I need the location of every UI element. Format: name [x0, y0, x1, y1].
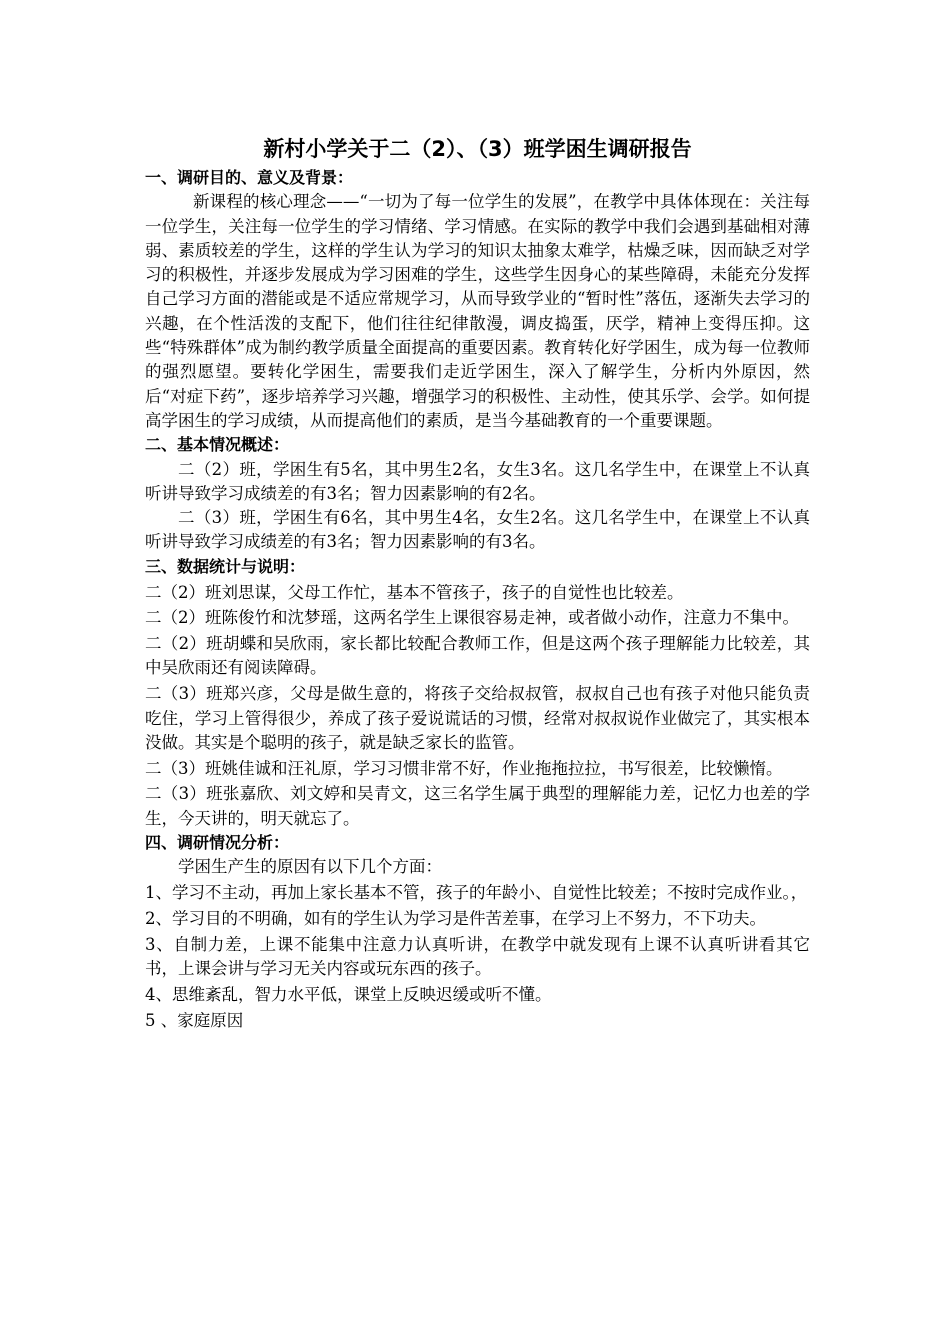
document-page [145, 130, 810, 1033]
paragraph-class-3: 二（3）班，学困生有6名，其中男生4名，女生2名。这几名学生中，在课堂上不认真听讲导致学习成绩差的有3名；智力因素影响的有3名。 [145, 508, 810, 552]
section-heading-statistics: 三、数据统计与说明： [145, 556, 306, 576]
stat-item: 二（2）班刘思谋，父母工作忙，基本不管孩子，孩子的自觉性也比较差。 [145, 582, 684, 602]
analysis-intro: 学困生产生的原因有以下几个方面： [178, 857, 442, 877]
stat-item: 二（2）班胡蝶和吴欣雨，家长都比较配合教师工作，但是这两个孩子理解能力比较差，其中吴欣雨还有阅读障碍。 [145, 634, 810, 678]
analysis-item: 4、思维紊乱，智力水平低，课堂上反映迟缓或听不懂。 [145, 984, 552, 1004]
report-title: 新村小学关于二（2）、（3）班学困生调研报告 [263, 137, 692, 161]
analysis-item: 1、学习不主动，再加上家长基本不管，孩子的年龄小、自觉性比较差；不按时完成作业。， [145, 883, 808, 903]
section-heading-purpose: 一、调研目的、意义及背景： [145, 168, 354, 187]
stat-item: 二（3）班张嘉欣、刘文婷和吴青文，这三名学生属于典型的理解能力差，记忆力也差的学生，今天讲的，明天就忘了。 [145, 784, 810, 828]
stat-item: 二（3）班姚佳诚和汪礼原，学习习惯非常不好，作业拖拖拉拉，书写很差，比较懒惰。 [145, 758, 783, 778]
stat-item: 二（2）班陈俊竹和沈梦瑶，这两名学生上课很容易走神，或者做小动作，注意力不集中。 [145, 608, 799, 628]
paragraph-purpose: 新课程的核心理念——“一切为了每一位学生的发展”，在教学中具体体现在：关注每一位学生，关注每一位学生的学习情绪、学习情感。在实际的教学中我们会遇到基础相对薄弱、素质较差的学生，这样的学生认为学习的知识太抽象太难学，枯燥乏味，因而缺乏对学习的积极性，并逐步发展成为学习困难的学生，这些学生因身心的某些障碍，未能充分发挥自己学习方面的潜能或是不适应常规学习，从而导致学业的“暂时性”落伍，逐渐失去学习的兴趣，在个性活泼的支配下，他们往往纪律散漫，调皮捣蛋，厌学，精神上变得压抑。这些“特殊群体”成为制约教学质量全面提高的重要因素。教育转化好学困生，成为每一位教师的强烈愿望。要转化学困生，需要我们走近学困生，深入了解学生，分析内外原因，然后“对症下药”，逐步培养学习兴趣，增强学习的积极性、主动性，使其乐学、会学。如何提高学困生的学习成绩，从而提高他们的素质，是当今基础教育的一个重要课题。 [145, 192, 810, 430]
paragraph-class-2: 二（2）班，学困生有5名，其中男生2名，女生3名。这几名学生中，在课堂上不认真听讲导致学习成绩差的有3名；智力因素影响的有2名。 [145, 459, 810, 503]
analysis-item: 3、自制力差，上课不能集中注意力认真听讲，在教学中就发现有上课不认真听讲看其它书，上课会讲与学习无关内容或玩东西的孩子。 [145, 934, 810, 978]
stat-item: 二（3）班郑兴彦，父母是做生意的，将孩子交给叔叔管，叔叔自己也有孩子对他只能负责吃住，学习上管得很少，养成了孩子爱说谎话的习惯，经常对叔叔说作业做完了，其实根本没做。其实是个聪明的孩子，就是缺乏家长的监管。 [145, 684, 810, 752]
section-heading-overview: 二、基本情况概述： [145, 435, 290, 455]
analysis-item: 2、学习目的不明确，如有的学生认为学习是件苦差事，在学习上不努力，不下功夫。 [145, 908, 766, 928]
analysis-item: 5 、家庭原因 [145, 1010, 244, 1030]
section-heading-analysis: 四、调研情况分析： [145, 833, 290, 853]
